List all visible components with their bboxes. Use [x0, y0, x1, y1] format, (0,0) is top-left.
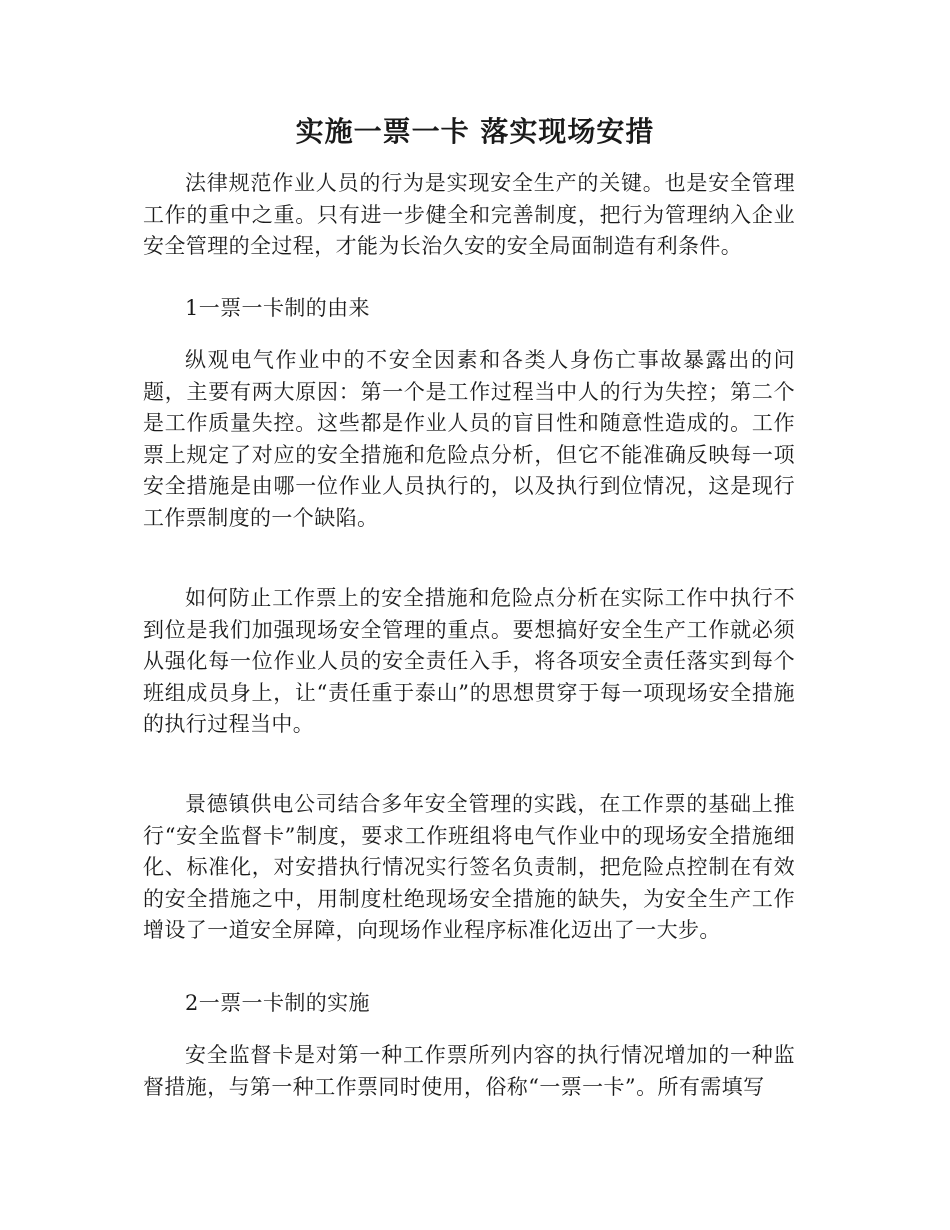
section-heading-2: 2一票一卡制的实施 — [185, 991, 370, 1015]
paragraph-implementation-1: 安全监督卡是对第一种工作票所列内容的执行情况增加的一种监督措施，与第一种工作票同时使用，俗称“一票一卡”。所有需填写 — [143, 1043, 795, 1099]
paragraph-origin-1: 纵观电气作业中的不安全因素和各类人身伤亡事故暴露出的问题，主要有两大原因：第一个是工作过程当中人的行为失控；第二个是工作质量失控。这些都是作业人员的盲目性和随意性造成的。工作票上规定了对应的安全措施和危险点分析，但它不能准确反映每一项安全措施是由哪一位作业人员执行的，以及执行到位情况，这是现行工作票制度的一个缺陷。 — [143, 348, 795, 530]
paragraph-origin-3: 景德镇供电公司结合多年安全管理的实践，在工作票的基础上推行“安全监督卡”制度，要求工作班组将电气作业中的现场安全措施细化、标准化，对安措执行情况实行签名负责制，把危险点控制在有效的安全措施之中，用制度杜绝现场安全措施的缺失，为安全生产工作增设了一道安全屏障，向现场作业程序标准化迈出了一大步。 — [143, 792, 795, 942]
document-title: 实施一票一卡 落实现场安措 — [295, 115, 655, 148]
section-heading-1: 1一票一卡制的由来 — [185, 296, 370, 320]
paragraph-intro: 法律规范作业人员的行为是实现安全生产的关键。也是安全管理工作的重中之重。只有进一步健全和完善制度，把行为管理纳入企业安全管理的全过程，才能为长治久安的安全局面制造有利条件。 — [143, 171, 795, 258]
paragraph-origin-2: 如何防止工作票上的安全措施和危险点分析在实际工作中执行不到位是我们加强现场安全管理的重点。要想搞好安全生产工作就必须从强化每一位作业人员的安全责任入手，将各项安全责任落实到每个班组成员身上，让“责任重于泰山”的思想贯穿于每一项现场安全措施的执行过程当中。 — [143, 586, 795, 736]
